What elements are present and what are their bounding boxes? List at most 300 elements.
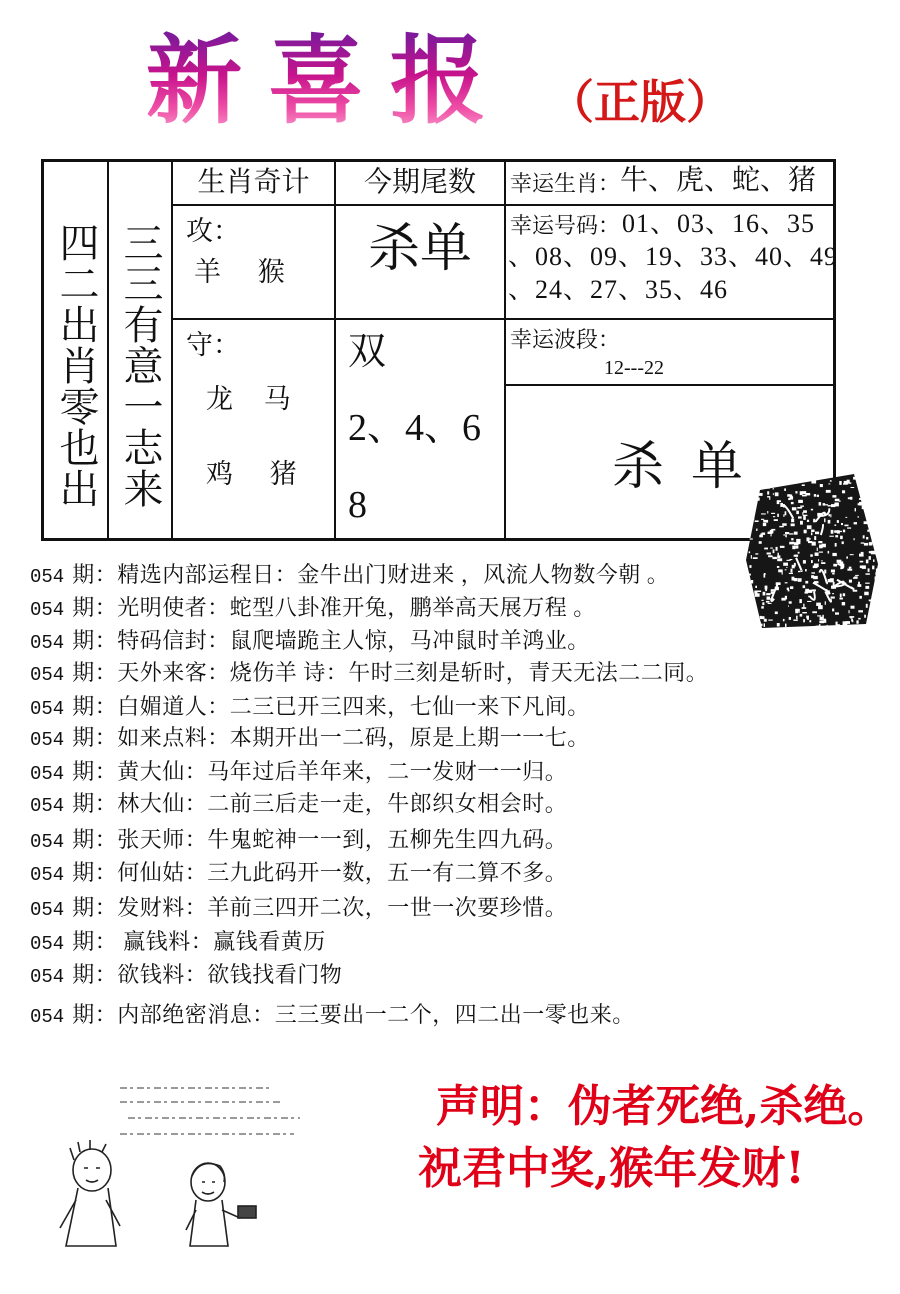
stamp-speck bbox=[875, 572, 879, 575]
stamp-speck bbox=[750, 511, 753, 514]
stamp-speck bbox=[863, 535, 865, 538]
stamp-speck bbox=[803, 515, 808, 516]
stamp-speck bbox=[750, 538, 753, 539]
stamp-speck bbox=[749, 515, 750, 519]
stamp-speck bbox=[760, 533, 761, 535]
stamp-speck bbox=[767, 486, 770, 489]
list-item bbox=[30, 658, 708, 688]
stamp-speck bbox=[796, 511, 799, 514]
stamp-speck bbox=[866, 560, 869, 564]
stamp-speck bbox=[823, 503, 826, 506]
stamp-speck bbox=[850, 617, 852, 619]
stamp-speck bbox=[803, 585, 806, 588]
stamp-speck bbox=[785, 582, 788, 583]
stamp-speck bbox=[776, 547, 778, 551]
stamp-speck bbox=[832, 573, 834, 575]
stamp-speck bbox=[803, 516, 806, 520]
stamp-speck bbox=[859, 498, 863, 500]
stamp-speck bbox=[777, 558, 782, 561]
stamp-speck bbox=[816, 626, 821, 629]
cartoon-right-figure bbox=[186, 1163, 256, 1246]
stamp-speck bbox=[842, 541, 844, 544]
stamp-speck bbox=[796, 546, 799, 549]
stamp-speck bbox=[843, 593, 845, 596]
lucky-zodiac-label: 幸运生肖： bbox=[510, 171, 621, 196]
stamp-speck bbox=[861, 552, 864, 556]
stamp-speck bbox=[812, 542, 816, 546]
stamp-speck bbox=[817, 548, 818, 551]
stamp-speck bbox=[771, 513, 775, 514]
stamp-speck bbox=[827, 625, 828, 627]
issue-text: 期：林大仙：二前三后走一走，牛郎织女相会时。 bbox=[72, 791, 568, 816]
stamp-speck bbox=[805, 581, 808, 584]
stamp-speck bbox=[749, 618, 752, 619]
stamp-speck bbox=[814, 494, 816, 497]
stamp-speck bbox=[825, 504, 829, 505]
stamp-speck bbox=[810, 554, 813, 557]
stamp-speck bbox=[800, 506, 804, 507]
stamp-speck bbox=[785, 596, 787, 600]
stamp-speck bbox=[832, 593, 834, 594]
stamp-speck bbox=[843, 530, 845, 533]
stamp-speck bbox=[802, 484, 805, 486]
list-item bbox=[30, 626, 590, 656]
list-item bbox=[30, 692, 590, 722]
stamp-speck bbox=[786, 567, 787, 568]
stamp-speck bbox=[858, 610, 863, 612]
stamp-speck bbox=[869, 600, 873, 602]
stamp-speck bbox=[779, 526, 784, 527]
stamp-speck bbox=[859, 596, 862, 599]
stamp-speck bbox=[828, 520, 831, 524]
stamp-speck bbox=[866, 537, 868, 540]
issue-text: 期： 赢钱料：赢钱看黄历 bbox=[72, 929, 326, 954]
stamp-speck bbox=[751, 490, 755, 492]
stamp-speck bbox=[820, 617, 824, 620]
stamp-speck bbox=[817, 615, 821, 616]
stamp-speck bbox=[815, 553, 819, 556]
stamp-speck bbox=[865, 479, 866, 482]
issue-text: 期：内部绝密消息：三三要出一二个，四二出一零也来。 bbox=[72, 1002, 635, 1027]
stamp-speck bbox=[796, 539, 800, 543]
stamp-speck bbox=[819, 621, 824, 624]
lucky-numbers-line-1: 01、03、16、35 bbox=[622, 209, 816, 238]
stamp-speck bbox=[793, 620, 797, 621]
issue-number: 054 bbox=[30, 698, 65, 720]
stamp-speck bbox=[862, 565, 866, 569]
stamp-speck bbox=[832, 609, 834, 612]
stamp-speck bbox=[863, 484, 865, 487]
stamp-speck bbox=[803, 510, 807, 513]
stamp-speck bbox=[830, 578, 834, 582]
wish-text: 祝君中奖,猴年发财! bbox=[418, 1143, 805, 1194]
stamp-speck bbox=[798, 500, 803, 503]
issue-number: 054 bbox=[30, 899, 65, 921]
stamp-speck bbox=[794, 555, 798, 557]
issue-number: 054 bbox=[30, 933, 65, 955]
speech-scribbles bbox=[120, 1088, 300, 1134]
kill-right-text: 杀 单 bbox=[612, 439, 744, 496]
stamp-speck bbox=[799, 612, 800, 613]
stamp-speck bbox=[848, 497, 851, 499]
stamp-speck bbox=[807, 525, 812, 529]
issue-number: 054 bbox=[30, 831, 65, 853]
stamp-speck bbox=[866, 573, 870, 575]
issue-text: 期：精选内部运程日：金牛出门财进来 ，风流人物数今朝 。 bbox=[72, 562, 670, 587]
page-title: 新喜报 bbox=[146, 24, 512, 137]
stamp-speck bbox=[858, 618, 860, 620]
stamp-speck bbox=[751, 624, 752, 627]
issue-text: 期：如来点料：本期开出一二码，原是上期一一七。 bbox=[72, 725, 590, 750]
stamp-speck bbox=[782, 523, 787, 526]
stamp-speck bbox=[757, 622, 760, 626]
lucky-numbers-line-2: 、08、09、19、33、40、49 bbox=[508, 242, 839, 271]
list-item bbox=[30, 960, 342, 990]
issue-text: 期：张天师：牛鬼蛇神一一到，五柳先生四九码。 bbox=[72, 827, 568, 852]
table-rule-bottom bbox=[41, 538, 836, 541]
stamp-speck bbox=[749, 586, 752, 589]
stamp-speck bbox=[831, 530, 834, 534]
stamp-speck bbox=[844, 525, 848, 527]
edition-label: （正版） bbox=[548, 75, 732, 129]
stamp-speck bbox=[871, 551, 876, 555]
stamp-speck bbox=[756, 498, 760, 501]
stamp-speck bbox=[761, 513, 766, 514]
stamp-speck bbox=[832, 553, 836, 556]
stamp-speck bbox=[847, 480, 850, 484]
tail-header: 今期尾数 bbox=[363, 167, 476, 198]
stamp-speck bbox=[765, 586, 768, 590]
stamp-speck bbox=[872, 538, 876, 542]
vertical-slogan-1: 四二出肖零也出 bbox=[53, 222, 99, 509]
stamp-speck bbox=[754, 591, 757, 594]
stamp-speck bbox=[787, 588, 789, 591]
issue-text: 期：欲钱料：欲钱找看门物 bbox=[72, 962, 343, 987]
stamp-speck bbox=[871, 534, 872, 538]
stamp-speck bbox=[761, 519, 764, 520]
stamp-speck bbox=[767, 511, 768, 514]
stamp-speck bbox=[840, 594, 842, 598]
stamp-speck bbox=[826, 490, 831, 493]
stamp-speck bbox=[788, 590, 790, 592]
list-item bbox=[30, 560, 669, 590]
stamp-speck bbox=[789, 533, 793, 534]
stamp-speck bbox=[873, 559, 875, 562]
stamp-speck bbox=[802, 612, 807, 613]
stamp-speck bbox=[785, 511, 787, 515]
stamp-speck bbox=[753, 557, 758, 559]
stamp-speck bbox=[755, 593, 760, 597]
lucky-band-label: 幸运波段： bbox=[510, 327, 621, 352]
table-rule-band bbox=[505, 384, 835, 386]
stamp-speck bbox=[832, 495, 836, 498]
stamp-speck bbox=[825, 601, 826, 605]
stamp-speck bbox=[755, 479, 760, 483]
stamp-speck bbox=[821, 562, 825, 564]
stamp-speck bbox=[778, 569, 783, 572]
stamp-speck bbox=[809, 620, 811, 622]
issue-number: 054 bbox=[30, 966, 65, 988]
stamp-speck bbox=[853, 590, 858, 592]
stamp-speck bbox=[773, 549, 775, 553]
stamp-speck bbox=[768, 532, 770, 534]
stamp-speck bbox=[837, 530, 840, 533]
stamp-speck bbox=[750, 484, 752, 486]
stamp-speck bbox=[804, 530, 807, 534]
table-rule-col2 bbox=[107, 159, 109, 541]
stamp-speck bbox=[812, 611, 817, 613]
stamp-speck bbox=[873, 601, 875, 603]
stamp-speck bbox=[867, 530, 869, 532]
stamp-speck bbox=[824, 518, 825, 522]
issue-number: 054 bbox=[30, 763, 65, 785]
stamp-speck bbox=[763, 520, 768, 523]
issue-text: 期：白媚道人：二三已开三四来，七仙一来下凡间。 bbox=[72, 694, 590, 719]
stamp-speck bbox=[755, 553, 758, 554]
stamp-speck bbox=[850, 554, 854, 555]
stamp-speck bbox=[836, 622, 838, 626]
issue-text: 期：特码信封：鼠爬墙跪主人惊，马冲鼠时羊鸿业。 bbox=[72, 628, 590, 653]
issue-number: 054 bbox=[30, 599, 65, 621]
stamp-speck bbox=[871, 493, 874, 496]
stamp-speck bbox=[751, 580, 753, 583]
stamp-speck bbox=[749, 502, 750, 506]
stamp-speck bbox=[854, 522, 857, 524]
stamp-speck bbox=[766, 601, 770, 603]
stamp-speck bbox=[748, 574, 751, 576]
stamp-speck bbox=[821, 560, 823, 561]
vertical-slogan-2: 三三有意一志来 bbox=[117, 222, 163, 509]
stamp-speck bbox=[789, 542, 794, 545]
stamp-speck bbox=[761, 606, 764, 608]
stamp-speck bbox=[798, 578, 802, 582]
stamp-speck bbox=[869, 542, 873, 545]
stamp-speck bbox=[828, 505, 831, 506]
stamp-speck bbox=[849, 580, 852, 583]
stamp-speck bbox=[792, 577, 795, 581]
stamp-speck bbox=[782, 477, 786, 478]
table-rule-col4 bbox=[334, 159, 336, 541]
stamp-speck bbox=[820, 484, 823, 487]
table-rule-left bbox=[41, 159, 44, 541]
stamp-speck bbox=[858, 516, 859, 518]
issue-number: 054 bbox=[30, 864, 65, 886]
stamp-speck bbox=[764, 548, 768, 550]
stamp-speck bbox=[840, 536, 843, 539]
stamp-speck bbox=[802, 512, 803, 515]
stamp-speck bbox=[789, 601, 792, 603]
stamp-speck bbox=[785, 624, 787, 627]
stamp-speck bbox=[860, 561, 864, 563]
stamp-speck bbox=[807, 520, 809, 522]
defend-label: 守： bbox=[186, 330, 240, 360]
stamp-speck bbox=[803, 604, 804, 608]
stamp-speck bbox=[768, 555, 772, 557]
stamp-speck bbox=[780, 546, 785, 548]
stamp-speck bbox=[818, 605, 823, 609]
issue-number: 054 bbox=[30, 1006, 65, 1028]
stamp-speck bbox=[794, 532, 798, 535]
stamp-speck bbox=[795, 483, 796, 484]
stamp-speck bbox=[751, 555, 752, 559]
stamp-speck bbox=[820, 477, 822, 479]
stamp-speck bbox=[759, 493, 763, 496]
stamp-speck bbox=[783, 619, 785, 621]
stamp-speck bbox=[835, 499, 840, 502]
stamp-speck bbox=[876, 569, 880, 573]
stamp-speck bbox=[755, 490, 757, 491]
stamp-speck bbox=[767, 553, 771, 555]
stamp-speck bbox=[828, 551, 830, 554]
list-item bbox=[30, 825, 567, 855]
stamp-speck bbox=[842, 602, 845, 605]
stamp-speck bbox=[852, 620, 853, 622]
stamp-speck bbox=[791, 569, 793, 573]
stamp-speck bbox=[870, 527, 875, 531]
lucky-numbers-line-3: 、24、27、35、46 bbox=[508, 275, 729, 304]
stamp-speck bbox=[875, 550, 877, 552]
stamp-speck bbox=[862, 505, 865, 509]
stamp-speck bbox=[787, 560, 791, 561]
stamp-speck bbox=[761, 600, 763, 601]
stamp-speck bbox=[867, 515, 871, 518]
stamp-speck bbox=[791, 519, 794, 523]
stamp-speck bbox=[763, 523, 766, 526]
stamp-speck bbox=[875, 576, 877, 579]
stamp-speck bbox=[864, 521, 869, 524]
stamp-speck bbox=[865, 500, 868, 503]
stamp-speck bbox=[755, 520, 759, 522]
stamp-speck bbox=[755, 586, 757, 588]
stamp-speck bbox=[783, 563, 788, 566]
list-item bbox=[30, 927, 326, 957]
stamp-speck bbox=[752, 626, 754, 629]
stamp-speck bbox=[809, 538, 811, 539]
stamp-speck bbox=[819, 552, 823, 553]
stamp-speck bbox=[839, 481, 841, 485]
tail-numbers-line-1: 2、4、6 bbox=[348, 407, 482, 449]
stamp-speck bbox=[829, 514, 831, 516]
stamp-speck bbox=[851, 487, 855, 488]
stamp-speck bbox=[811, 572, 815, 573]
statement-text: 声明：伪者死绝,杀绝。 bbox=[436, 1081, 892, 1132]
stamp-speck bbox=[803, 560, 806, 564]
tail-numbers-line-2: 8 bbox=[348, 484, 367, 526]
cartoon-figures-icon bbox=[50, 1078, 320, 1254]
issue-number: 054 bbox=[30, 566, 65, 588]
stamp-speck bbox=[767, 597, 771, 600]
stamp-speck bbox=[819, 545, 823, 549]
stamp-speck bbox=[805, 589, 809, 592]
stamp-speck bbox=[807, 601, 811, 602]
stamp-speck bbox=[876, 476, 879, 480]
stamp-speck bbox=[792, 565, 795, 569]
stamp-speck bbox=[792, 507, 797, 510]
stamp-speck bbox=[789, 573, 793, 574]
stamp-speck bbox=[831, 597, 835, 599]
stamp-speck bbox=[864, 543, 868, 546]
stamp-speck bbox=[835, 543, 837, 547]
stamp-speck bbox=[833, 582, 835, 586]
stamp-speck bbox=[777, 623, 780, 627]
stamp-speck bbox=[784, 488, 786, 491]
list-item bbox=[30, 757, 567, 787]
stamp-speck bbox=[872, 566, 874, 570]
stamp-speck bbox=[865, 586, 869, 589]
stamp-speck bbox=[762, 533, 766, 535]
defend-row-2: 鸡 猪 bbox=[206, 459, 297, 489]
stamp-body bbox=[746, 474, 878, 628]
issue-number: 054 bbox=[30, 729, 65, 751]
stamp-speck bbox=[802, 491, 806, 494]
stamp-speck bbox=[800, 521, 803, 525]
stamp-speck bbox=[868, 568, 870, 572]
lucky-numbers-label: 幸运号码： bbox=[510, 213, 621, 238]
stamp-speck bbox=[851, 606, 855, 609]
stamp-speck bbox=[811, 530, 814, 533]
stamp-speck bbox=[873, 619, 877, 621]
stamp-speck bbox=[795, 491, 797, 493]
lucky-band-value: 12---22 bbox=[604, 357, 664, 379]
stamp-speck bbox=[834, 503, 839, 507]
tail-kill-text: 杀单 bbox=[368, 221, 473, 278]
stamp-speck bbox=[854, 576, 857, 578]
stamp-speck bbox=[750, 594, 752, 597]
stamp-speck bbox=[753, 518, 754, 519]
stamp-speck bbox=[795, 610, 798, 614]
stamp-speck bbox=[764, 573, 766, 575]
stamp-speck bbox=[815, 532, 819, 535]
cartoon-left-figure bbox=[60, 1140, 120, 1246]
stamp-speck bbox=[798, 516, 802, 518]
stamp-speck bbox=[803, 619, 805, 622]
stamp-speck bbox=[864, 492, 867, 496]
stamp-speck bbox=[800, 614, 803, 617]
stamp-speck bbox=[756, 529, 757, 531]
stamp-speck bbox=[811, 480, 816, 484]
stamp-speck bbox=[790, 586, 793, 589]
stamp-speck bbox=[811, 509, 813, 511]
stamp-speck bbox=[805, 569, 807, 571]
stamp-speck bbox=[777, 514, 779, 517]
stamp-speck bbox=[792, 546, 795, 550]
stamp-speck bbox=[847, 569, 852, 571]
stamp-speck bbox=[763, 592, 766, 596]
stamp-speck bbox=[864, 615, 866, 618]
stamp-speck bbox=[749, 565, 751, 568]
stamp-speck bbox=[846, 557, 848, 559]
list-item bbox=[30, 789, 567, 819]
stamp-speck bbox=[777, 555, 780, 558]
stamp-speck bbox=[779, 477, 782, 480]
stamp-speck bbox=[828, 483, 830, 484]
stamp-speck bbox=[819, 502, 822, 506]
issue-text: 期：发财料：羊前三四开二次，一世一次要珍惜。 bbox=[72, 895, 568, 920]
tail-parity: 双 bbox=[348, 331, 387, 373]
stamp-speck bbox=[813, 576, 818, 579]
stamp-speck bbox=[775, 492, 779, 496]
stamp-speck bbox=[806, 616, 809, 619]
stamp-speck bbox=[861, 542, 865, 543]
stamp-speck bbox=[841, 523, 843, 525]
stamp-speck bbox=[874, 492, 879, 495]
stamp-speck bbox=[800, 491, 803, 495]
stamp-speck bbox=[788, 606, 789, 607]
stamp-speck bbox=[760, 616, 762, 617]
stamp-speck bbox=[854, 538, 855, 540]
stamp-speck bbox=[773, 488, 774, 490]
stamp-speck bbox=[853, 577, 855, 579]
